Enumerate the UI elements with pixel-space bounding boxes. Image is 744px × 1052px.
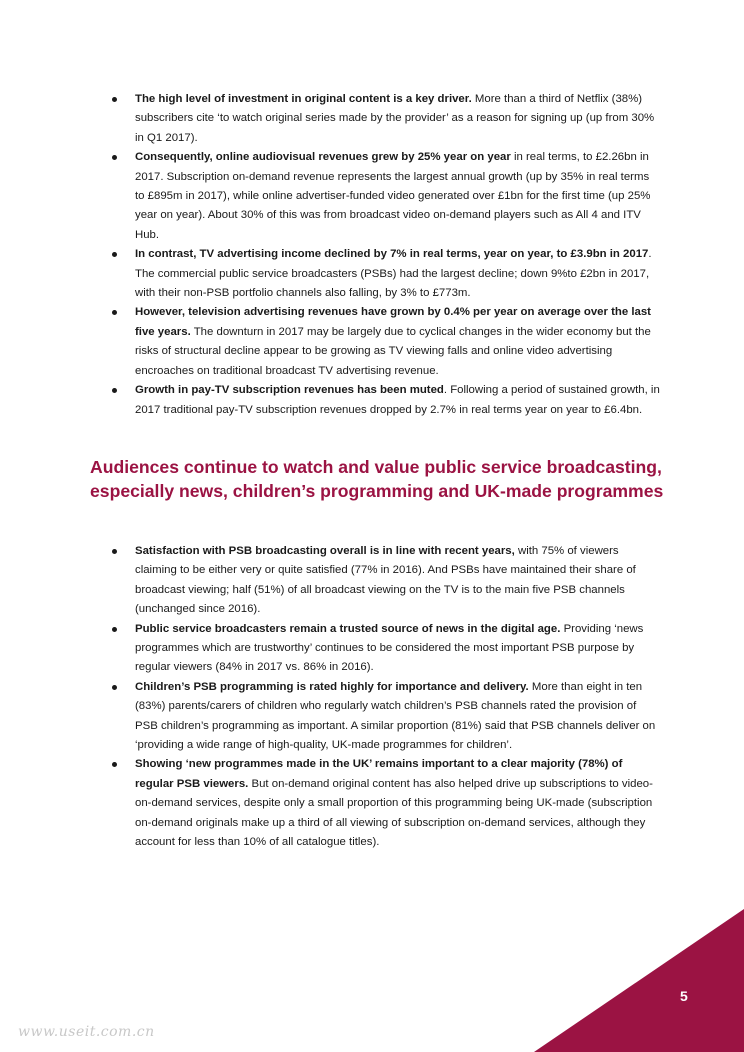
list-item [112, 245, 660, 303]
bullet-icon [112, 252, 117, 257]
bullet-lead: Showing ‘new programmes made in the UK’ remains important to a clear majority (78%) of regular PSB viewers. [135, 758, 623, 790]
bullet-icon [112, 155, 117, 160]
list-item [112, 303, 660, 381]
page-number: 5 [680, 988, 688, 1004]
bullet-text: But on-demand original content has also helped drive up subscriptions to video-on-demand services, despite only a small proportion of this programming being UK-made (subscription on-demand originals make up a third of all viewing of subscription on-demand services, although they account for less than 10% of all catalogue titles). [135, 777, 653, 849]
bullet-icon [112, 762, 117, 767]
bullet-lead: In contrast, TV advertising income declined by 7% in real terms, year on year, to £3.9bn in 2017 [135, 248, 649, 261]
list-item [112, 678, 660, 756]
watermark-text: www.useit.com.cn [18, 1024, 155, 1040]
bullet-icon [112, 388, 117, 393]
bullet-icon [112, 310, 117, 315]
bullet-lead: Growth in pay-TV subscription revenues has been muted [135, 384, 444, 397]
bullet-text: More than eight in ten (83%) parents/carers of children who regularly watch children’s PSB channels rated the provision of PSB children’s programming as important. A similar proportion (81%) said that PSB channels deliver on ‘providing a wide range of high-quality, UK-made programmes for children’. [135, 680, 656, 752]
bullet-text: in real terms, to £2.26bn in 2017. Subscription on-demand revenue represents the largest annual growth (up by 35% in real terms to £895m in 2017), while online advertiser-funded video generated over £1bn for the first time (up 25% year on year). About 30% of this was from broadcast video on-demand players such as All 4 and ITV Hub. [135, 151, 651, 241]
bullet-lead: Consequently, online audiovisual revenues grew by 25% year on year [135, 151, 511, 164]
bullet-icon [112, 549, 117, 554]
bullet-text: . The commercial public service broadcasters (PSBs) had the largest decline; down 9%to £2bn in 2017, with their non-PSB portfolio channels also falling, by 3% to £773m. [135, 248, 652, 300]
list-item [112, 148, 660, 245]
section-heading: Audiences continue to watch and value public service broadcasting, especially news, children’s programming and UK-made programmes [90, 457, 664, 502]
list-item [112, 90, 660, 148]
bullet-text: . Following a period of sustained growth, in 2017 traditional pay-TV subscription revenues dropped by 2.7% in real terms year on year to £6.4bn. [135, 384, 660, 416]
bullet-list-audiences [112, 542, 660, 853]
bullet-icon [112, 627, 117, 632]
bullet-lead: However, television advertising revenues have grown by 0.4% per year on average over the last five years. [135, 306, 651, 338]
bullet-lead: The high level of investment in original content is a key driver. [135, 93, 472, 105]
bullet-text: The downturn in 2017 may be largely due to cyclical changes in the wider economy but the risks of structural decline appear to be growing as TV viewing falls and online video advertising encroaches on traditional broadcast TV advertising revenue. [135, 325, 651, 377]
bullet-text: with 75% of viewers claiming to be either very or quite satisfied (77% in 2016). And PSBs have maintained their share of broadcast viewing; half (51%) of all broadcast viewing on the TV is to the main five PSB channels (unchanged since 2016). [135, 545, 636, 616]
bullet-text: More than a third of Netflix (38%) subscribers cite ‘to watch original series made by the provider’ as a reason for signing up (up from 30% in Q1 2017). [135, 93, 655, 144]
bullet-icon [112, 685, 117, 690]
list-item [112, 381, 660, 420]
list-item [112, 542, 660, 620]
list-item [112, 755, 660, 852]
list-item [112, 620, 660, 678]
bullet-lead: Public service broadcasters remain a trusted source of news in the digital age. [135, 622, 561, 635]
bullet-lead: Satisfaction with PSB broadcasting overall is in line with recent years, [135, 545, 515, 557]
bullet-lead: Children’s PSB programming is rated highly for importance and delivery. [135, 680, 529, 693]
bullet-text: Providing ‘news programmes which are trustworthy’ continues to be considered the most important PSB purpose by regular viewers (84% in 2017 vs. 86% in 2016). [135, 622, 644, 674]
bullet-list-revenues [112, 90, 660, 420]
corner-triangle-decoration [534, 909, 744, 1052]
bullet-icon [112, 97, 117, 102]
